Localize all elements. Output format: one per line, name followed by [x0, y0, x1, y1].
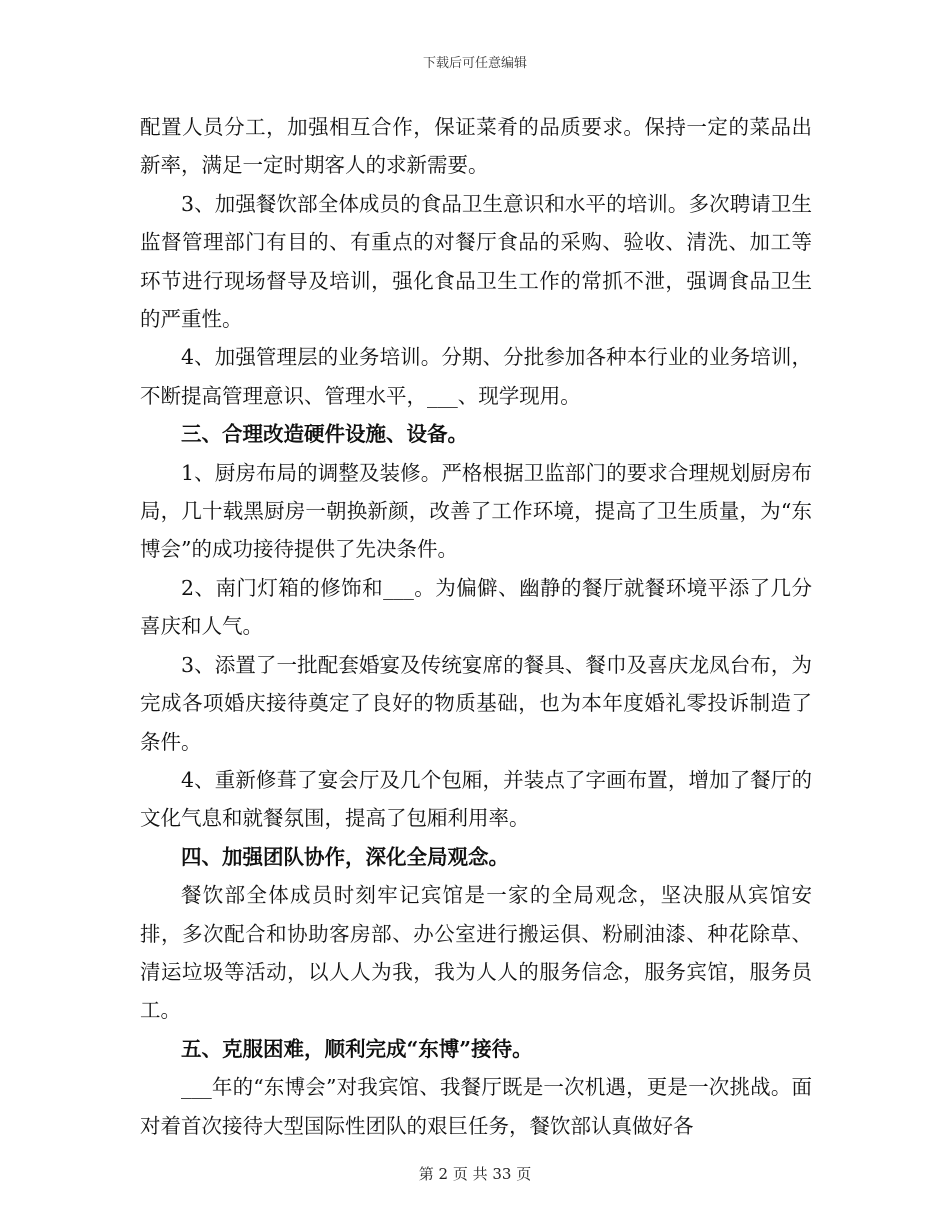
document-body [140, 108, 812, 1145]
paragraph: 4、重新修葺了宴会厅及几个包厢，并装点了字画布置，增加了餐厅的文化气息和就餐氛围，提高了包厢利用率。 [140, 767, 812, 831]
page-header: 下载后可任意编辑 [422, 56, 527, 71]
paragraph: 3、添置了一批配套婚宴及传统宴席的餐具、餐巾及喜庆龙凤台布，为完成各项婚庆接待奠定了良好的物质基础，也为本年度婚礼零投诉制造了条件。 [140, 652, 812, 754]
page-footer: 第 2 页 共 33 页 [418, 1165, 532, 1183]
paragraph: 配置人员分工，加强相互合作，保证菜肴的品质要求。保持一定的菜品出新率，满足一定时期客人的求新需要。 [140, 115, 812, 178]
paragraph: 3、加强餐饮部全体成员的食品卫生意识和水平的培训。多次聘请卫生监督管理部门有目的、有重点的对餐厅食品的采购、验收、清洗、加工等环节进行现场督导及培训，强化食品卫生工作的常抓不泄，强调食品卫生的严重性。 [140, 191, 812, 332]
paragraph: 2、南门灯箱的修饰和___。为偏僻、幽静的餐厅就餐环境平添了几分喜庆和人气。 [140, 575, 812, 639]
section-heading: 四、加强团队协作，深化全局观念。 [181, 844, 509, 869]
paragraph: 1、厨房布局的调整及装修。严格根据卫监部门的要求合理规划厨房布局，几十载黑厨房一朝换新颜，改善了工作环境，提高了卫生质量，为“东博会”的成功接待提供了先决条件。 [140, 460, 812, 562]
paragraph: 餐饮部全体成员时刻牢记宾馆是一家的全局观念，坚决服从宾馆安排，多次配合和协助客房部、办公室进行搬运俱、粉刷油漆、种花除草、清运垃圾等活动，以人人为我，我为人人的服务信念，服务宾馆，服务员工。 [140, 883, 812, 1023]
section-heading: 五、克服困难，顺利完成“东博”接待。 [181, 1036, 533, 1061]
section-heading: 三、合理改造硬件设施、设备。 [181, 422, 468, 447]
paragraph: 4、加强管理层的业务培训。分期、分批参加各种本行业的业务培训，不断提高管理意识、管理水平，___、现学现用。 [140, 345, 812, 408]
paragraph: ___年的“东博会”对我宾馆、我餐厅既是一次机遇，更是一次挑战。面对着首次接待大型国际性团队的艰巨任务，餐饮部认真做好各 [140, 1075, 812, 1138]
